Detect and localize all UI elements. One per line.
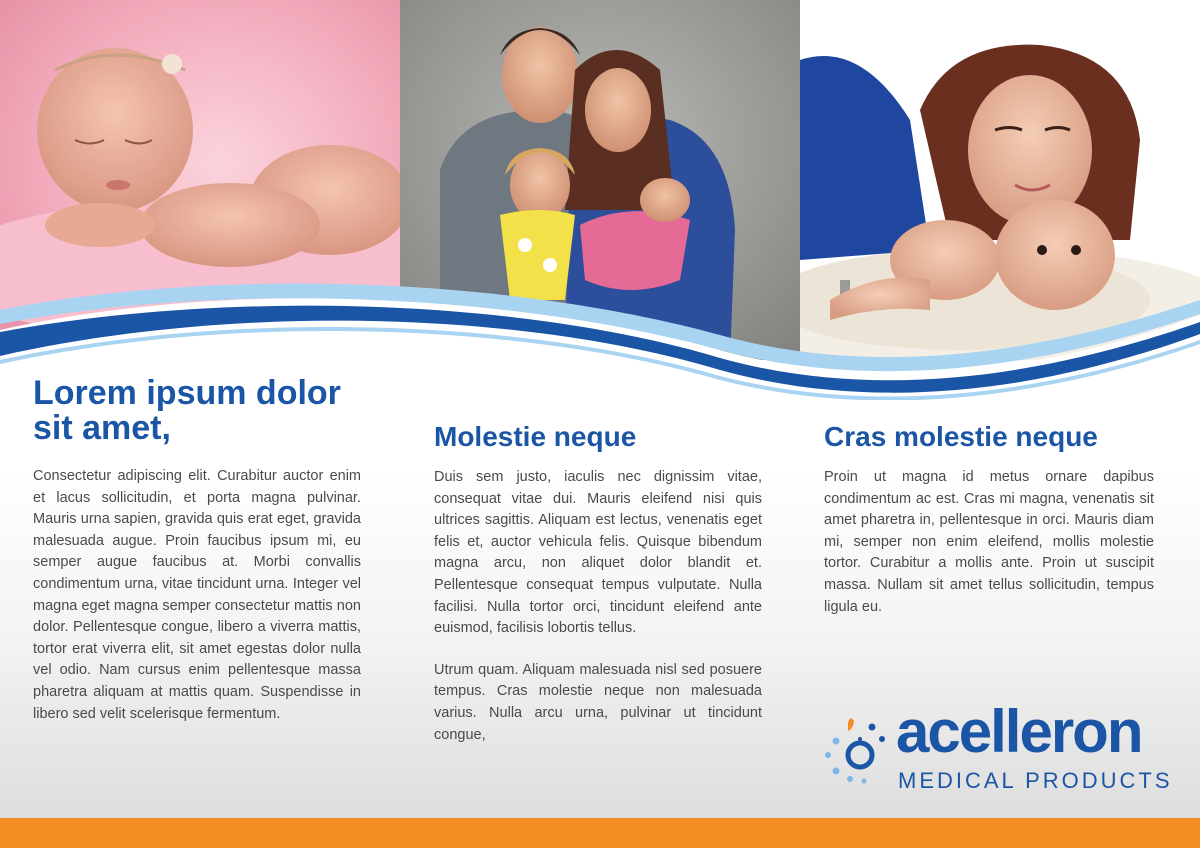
column-paragraph: Utrum quam. Aliquam malesuada nisl sed posuere tempus. Cras molestie neque non malesuada varius. Nulla arcu urna, pulvinar ut tincidunt congue, xyxy=(434,661,762,743)
column-paragraph: Consectetur adipiscing elit. Curabitur auctor enim et lacus sollicitudin, et porta magna pulvinar. Mauris urna sapien, gravida quis erat eget, gravida malesuada augue. Proin faucibus ipsum mi, eu semper augue faucibus at. Morbi convallis condimentum urna, vitae tincidunt urna. Integer vel magna eget magna semper consectetur mattis non dolor. Pellentesque congue, libero a viverra mattis, tortor erat viverra elit, sit amet egestas dolor nulla vel odio. Nam cursus enim pellentesque massa pharetra aliquam at mattis quam. Suspendisse in libero sed velit scelerisque fermentum. xyxy=(33,468,361,722)
column-paragraph: Proin ut magna id metus ornare dapibus condimentum ac est. Cras mi magna, venenatis sit amet pharetra in, pellentesque in orci. Mauris diam mi, semper non enim eleifend, mollis molestie tortor. Curabitur a mollis ante. Proin ut suscipit massa. Nullam sit amet tellus sollicitudin, tempus ligula eu. xyxy=(824,469,1154,615)
company-logo xyxy=(820,698,1190,800)
column-right xyxy=(824,420,1154,618)
sunburst-logo-icon xyxy=(820,713,892,785)
footer-bar xyxy=(0,818,1200,848)
logo-wordmark: acelleron xyxy=(896,698,1142,765)
logo-subtitle: MEDICAL PRODUCTS xyxy=(898,768,1173,793)
column-heading: Molestie neque xyxy=(434,421,637,452)
column-heading: Lorem ipsum dolor sit amet, xyxy=(33,374,341,447)
column-heading: Cras molestie neque xyxy=(824,421,1098,452)
column-middle xyxy=(434,420,762,746)
column-paragraph: Duis sem justo, iaculis nec dignissim vitae, consequat vitae dui. Mauris eleifend nisi quis ultrices sagittis. Aliquam est lectus, venenatis eget felis et, auctor vehicula felis. Quisque bibendum magna arcu, non aliquet dolor blandit et. Pellentesque consequat tempus vulputate. Nulla facilisi. Nulla tortor orci, tincidunt eleifend ante euismod, facilisis lobortis tellus. xyxy=(434,469,762,637)
column-left xyxy=(33,376,361,725)
